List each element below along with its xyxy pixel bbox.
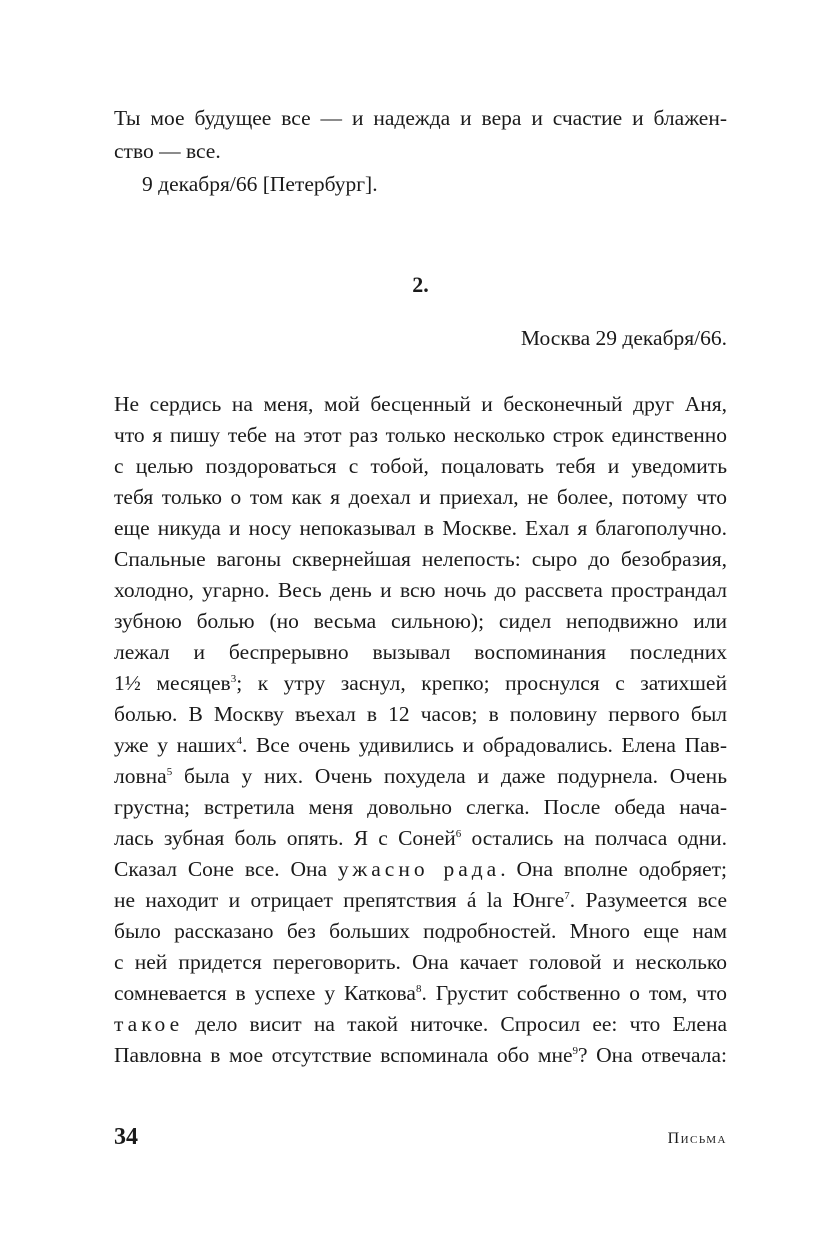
- body-line: [114, 1009, 727, 1039]
- letter-place-date: Москва 29 декабря/66.: [520, 326, 727, 350]
- body-line: [114, 668, 727, 698]
- body-line: тебя только о том как я доехал и приехал, не более, потому что: [114, 485, 727, 509]
- prev-letter-line-1: Ты мое будущее все — и надежда и вера и счастие и блажен-: [114, 106, 727, 130]
- body-line: [114, 823, 727, 853]
- body-text: . Все очень удивились и обрадовались. Елена Пав-: [241, 733, 727, 757]
- footnote-ref-6: 6: [455, 827, 462, 840]
- body-text: была у них. Очень похудела и даже подурнела. Очень: [172, 764, 727, 788]
- body-line: [114, 761, 727, 791]
- spaced-emphasis: ужасно рада: [337, 857, 501, 881]
- body-line: холодно, угарно. Весь день и всю ночь до рассвета пространдал: [114, 578, 727, 602]
- body-line: грустна; встретила меня довольно слегка. После обеда нача-: [114, 795, 727, 819]
- body-line: Спальные вагоны сквернейшая нелепость: сыро до безобразия,: [114, 547, 727, 571]
- prev-letter-dateline: 9 декабря/66 [Петербург].: [142, 172, 378, 196]
- footnote-ref-7: 7: [564, 889, 570, 902]
- footnote-ref-8: 8: [415, 982, 422, 995]
- body-line: лежал и беспрерывно вызывал воспоминания последних: [114, 640, 727, 664]
- footnote-ref-4: 4: [236, 734, 242, 747]
- body-line: зубною болью (но весьма сильною); сидел неподвижно или: [114, 609, 727, 633]
- body-line: что я пишу тебе на этот раз только несколько строк единственно: [114, 423, 727, 447]
- body-text: уже у наших: [114, 733, 237, 757]
- body-line: [114, 854, 727, 884]
- body-line: [114, 978, 727, 1008]
- body-line: болью. В Москву въехал в 12 часов; в половину первого был: [114, 702, 727, 726]
- body-line: с ней придется переговорить. Она качает головой и несколько: [114, 950, 727, 974]
- body-text: лась зубная боль опять. Я с Соней: [114, 826, 456, 850]
- body-text: ; к утру заснул, крепко; проснулся с затихшей: [236, 671, 727, 695]
- page-number: 34: [114, 1124, 138, 1150]
- body-text: . Грустит собственно о том, что: [421, 981, 727, 1005]
- body-text: Сказал Соне все. Она: [114, 857, 328, 881]
- body-text: 1½ месяцев: [114, 671, 231, 695]
- body-line: [114, 885, 727, 915]
- footnote-ref-3: 3: [230, 672, 237, 685]
- body-line: Не сердись на меня, мой бесценный и бесконечный друг Аня,: [114, 392, 727, 416]
- body-text: ловна: [114, 764, 167, 788]
- letter-number-heading: 2.: [412, 272, 429, 297]
- spaced-emphasis: такое: [114, 1012, 184, 1036]
- body-line: [114, 730, 727, 760]
- body-text: . Она вполне одобряет;: [500, 857, 727, 881]
- body-text: остались на полчаса одни.: [461, 826, 727, 850]
- footnote-ref-9: 9: [572, 1044, 579, 1057]
- body-text: дело висит на такой ниточке. Спросил ее: что Елена: [183, 1012, 727, 1036]
- body-text: ? Она отвечала:: [578, 1043, 727, 1067]
- body-text: . Разумеется все: [569, 888, 727, 912]
- body-text: сомневается в успехе у Каткова: [114, 981, 416, 1005]
- prev-letter-line-2: ство — все.: [114, 139, 221, 163]
- body-text: Павловна в мое отсутствие вспоминала обо мне: [114, 1043, 573, 1067]
- body-text: не находит и отрицает препятствия á la Юнге: [114, 888, 565, 912]
- body-line: [114, 1040, 727, 1070]
- body-line: с целью поздороваться с тобой, поцаловать тебя и уведомить: [114, 454, 727, 478]
- book-page: [114, 0, 727, 1240]
- body-line: еще никуда и носу непоказывал в Москве. Ехал я благополучно.: [114, 516, 727, 540]
- footnote-ref-5: 5: [166, 765, 173, 778]
- body-line: было рассказано без больших подробностей. Много еще нам: [114, 919, 727, 943]
- running-head: Письма: [667, 1130, 727, 1147]
